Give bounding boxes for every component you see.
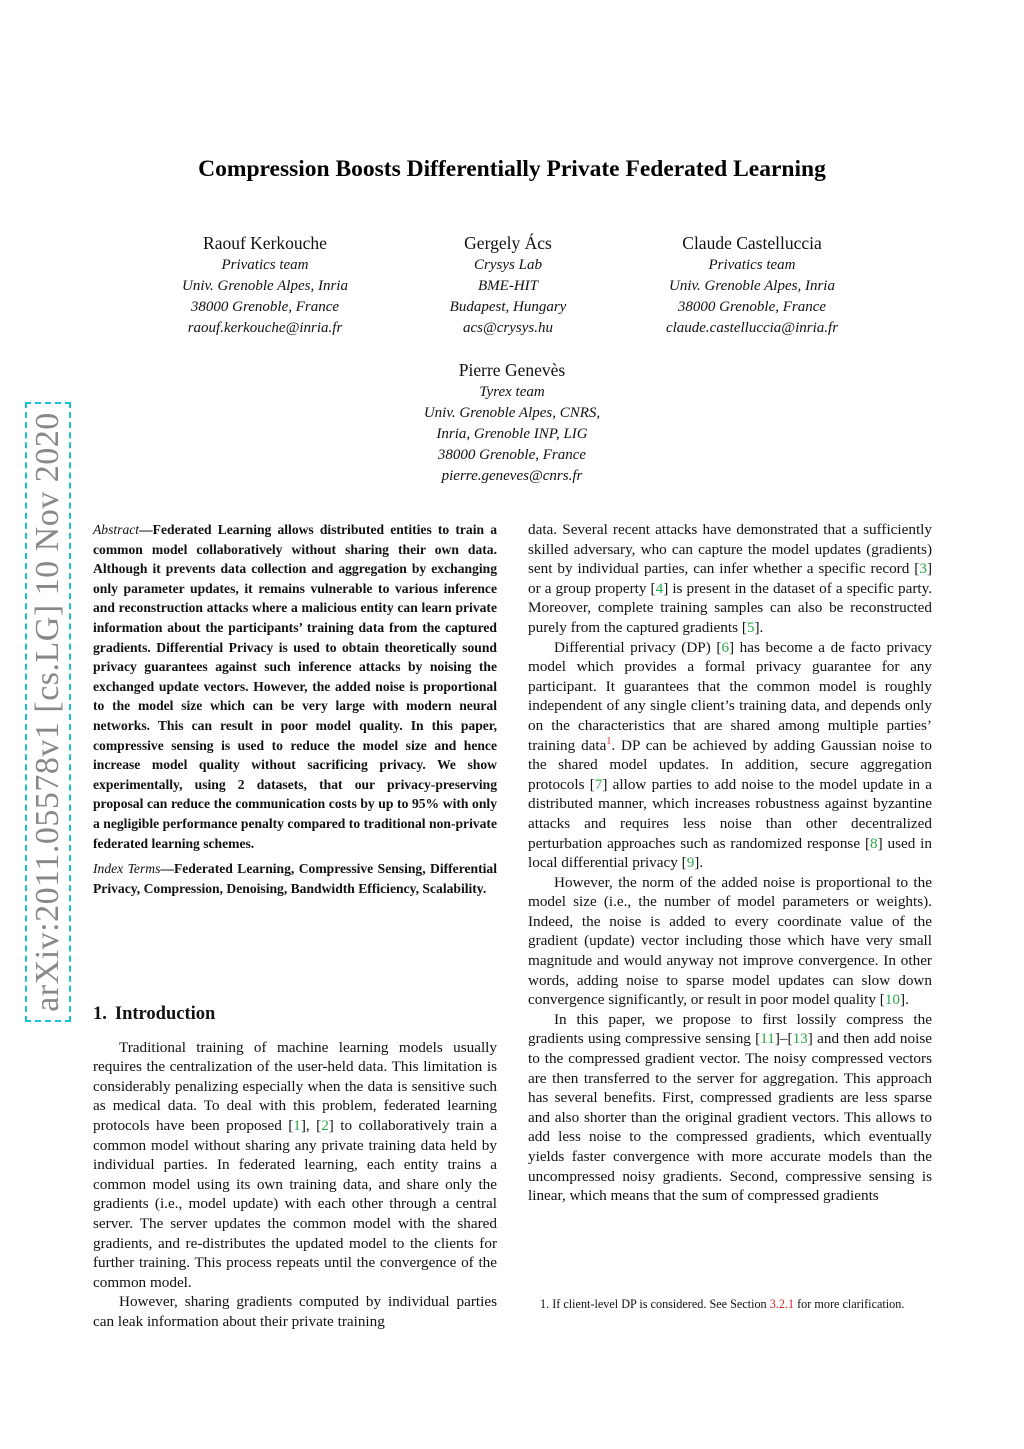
citation-link[interactable]: 6 <box>721 638 730 656</box>
citation-link[interactable]: 1 <box>293 1116 301 1134</box>
author-team: Tyrex team <box>479 384 545 400</box>
citation-link[interactable]: 8 <box>870 834 878 852</box>
section-title: Introduction <box>114 1004 216 1024</box>
intro-paragraph-3: data. Several recent attacks have demonstrated that a sufficiently skilled adversary, who can capture the model updates (gradients) sent by individual parties, can infer whether a specific record [3] or a group property [4] is present in the dataset of a specific party. Moreover, complete training samples can also be reconstructed purely from the captured gradients [5]. <box>528 521 933 636</box>
author-team: Privatics team <box>708 257 796 273</box>
right-column <box>528 520 932 1206</box>
paragraph-text: . DP can be achieved by adding Gaussian noise to the shared model updates. In addition, secure aggregation protocols <box>528 736 932 793</box>
author-block-4 <box>387 359 637 487</box>
paragraph-text: and then add noise to the compressed gradient vector. The noisy compressed vectors are then transferred to the server for aggregation. This approach has several benefits. First, compressed gradients are less sparse and also shorter than the original gradient vectors. This allows to add less noise to the compressed gradients, which eventually yields faster convergence with more accurate models than the uncompressed noisy gradients. Second, compressive sensing is linear, which means that the sum of compressed gradients <box>528 1030 932 1205</box>
author-institution: Univ. Grenoble Alpes, Inria <box>669 278 835 294</box>
author-location: 38000 Grenoble, France <box>677 299 827 315</box>
paper-title: Compression Boosts Differentially Private Federated Learning <box>198 156 826 182</box>
section-number: 1. <box>93 1004 107 1024</box>
intro-paragraph-4: Differential privacy (DP) [6] has become a de facto privacy model which provides a formal privacy guarantee for any participant. It guarantees that the common model is roughly independent of any single client’s training data, and depends only on the characteristics that are shared among multiple parties’ training data$^1$. DP can be achieved by adding Gaussian noise to the shared model updates. In addition, secure aggregation protocols [7] allow parties to add noise to the model update in a distributed manner, which increases robustness against byzantine attacks and requires less noise than other decentralized perturbation approaches such as randomized response [8] used in local differential privacy [9]. <box>528 638 933 872</box>
author-email[interactable]: pierre.geneves@cnrs.fr <box>441 468 583 484</box>
paragraph-text: In this paper, we propose to first lossily compress the gradients using compressive sensing <box>528 1010 932 1048</box>
author-location: Budapest, Hungary <box>449 299 567 315</box>
author-institution-2: Inria, Grenoble INP, LIG <box>436 426 588 442</box>
author-email[interactable]: claude.castelluccia@inria.fr <box>665 320 839 336</box>
intro-paragraph-1: Traditional training of machine learning models usually requires the centralization of the user-held data. This limitation is considerably penalizing especially when the data is sensitive such as medical data. To deal with this problem, federated learning protocols have been proposed [1], [2] to collaboratively train a common model without sharing any private training data held by individual parties. In federated learning, each entity trains a common model using its own training data, and share only the gradients (i.e., model update) with each other through a central server. The server updates the common model with the shared gradients, and re-distributes the updated model to the clients for further training. This process repeats until the convergence of the common model. <box>93 1038 497 1291</box>
abstract-label: Abstract <box>93 522 140 537</box>
citation-link[interactable]: 4 <box>655 579 664 597</box>
author-block-1 <box>160 232 370 339</box>
citation-link[interactable]: 2 <box>321 1116 329 1134</box>
author-institution: BME-HIT <box>478 278 538 294</box>
paragraph-text: data. Several recent attacks have demonstrated that a sufficiently skilled adversary, who can capture the model updates (gradients) sent by individual parties, can infer whether a specific record <box>528 521 932 578</box>
intro-paragraph-5: However, the norm of the added noise is proportional to the model size (i.e., the number of model parameters or weights). Indeed, the noise is added to every coordinate value of the gradient (update) vector including those which have very small magnitude and would anyway not improve convergence. In other words, adding noise to sparse model updates can slow down convergence significantly, or result in poor model quality [10]. <box>528 873 932 1009</box>
author-location: 38000 Grenoble, France <box>437 447 587 463</box>
paragraph-text: is present in the dataset of a specific party. Moreover, complete training samples can also be reconstructed purely from the captured gradients <box>528 579 933 636</box>
author-name: Gergely Ács <box>464 233 552 253</box>
left-column <box>93 520 497 898</box>
introduction-left <box>93 984 497 1332</box>
author-block-3 <box>637 232 867 339</box>
section-heading <box>93 1005 497 1025</box>
index-terms-text: —Federated Learning, Compressive Sensing, Differential Privacy, Compression, Denoising, Bandwidth Efficiency, Scalability. <box>93 861 497 896</box>
author-team: Crysys Lab <box>474 257 542 273</box>
paragraph-text: However, the norm of the added noise is proportional to the model size (i.e., the number of model parameters or weights). Indeed, the noise is added to every coordinate value of the gradient (update) vector including those which have very small magnitude and would anyway not improve convergence. In other words, adding noise to sparse model updates can slow down convergence significantly, or result in poor model quality <box>528 873 932 1009</box>
arxiv-identifier: arXiv:2011.05578v1 [cs.LG] 10 Nov 2020 <box>29 412 66 1012</box>
author-institution: Univ. Grenoble Alpes, Inria <box>182 278 348 294</box>
citation-link[interactable]: 13 <box>792 1030 808 1048</box>
paragraph-text: allow parties to add noise to the model update in a distributed manner, which increases robustness against byzantine attacks and requires less noise than other decentralized perturbation approaches such as randomized response <box>528 775 933 852</box>
citation-link[interactable]: 9 <box>686 854 695 872</box>
arxiv-stamp[interactable] <box>29 406 67 1018</box>
paragraph-text: to collaboratively train a common model without sharing any private training data held by individual parties. In federated learning, each entity trains a common model using its own training data, and share only the gradients (i.e., model update) with each other through a central server. The server updates the common model with the shared gradients, and re-distributes the updated model to the clients for further training. This process repeats until the convergence of the common model. <box>93 1116 497 1291</box>
footnote <box>528 1296 932 1313</box>
intro-paragraph-6: In this paper, we propose to first lossily compress the gradients using compressive sensing [11]–[13] and then add noise to the compressed gradient vector. The noisy compressed vectors are then transferred to the server for aggregation. This approach has several benefits. First, compressed gradients are less sparse and also shorter than the original gradient vectors. This allows to add less noise to the compressed gradients, which eventually yields faster convergence with more accurate models than the uncompressed noisy gradients. Second, compressive sensing is linear, which means that the sum of compressed gradients <box>528 1010 932 1205</box>
paragraph-text: or a group property <box>528 579 651 597</box>
author-name: Raouf Kerkouche <box>203 233 327 253</box>
citation-link[interactable]: 10 <box>884 991 901 1009</box>
author-team: Privatics team <box>221 257 309 273</box>
author-email[interactable]: acs@crysys.hu <box>462 320 554 336</box>
footnote-text: 1. If client-level DP is considered. See Section <box>540 1297 770 1311</box>
author-name: Claude Castelluccia <box>682 233 822 253</box>
intro-paragraph-2: However, sharing gradients computed by individual parties can leak information about their private training <box>93 1293 497 1330</box>
citation-link[interactable]: 5 <box>746 618 755 636</box>
footnote-text: for more clarification. <box>794 1297 905 1311</box>
paragraph-text: used in local differential privacy <box>528 834 932 872</box>
section-reference-link[interactable]: 3.2.1 <box>769 1297 795 1311</box>
author-block-2 <box>403 232 613 339</box>
paragraph-text: has become a de facto privacy model which provides a formal privacy guarantee for any participant. It guarantees that the common model is roughly independent of any single client’s training data, and depends only on the characteristics that are shared among multiple parties’ training data <box>528 638 932 754</box>
author-location: 38000 Grenoble, France <box>190 299 340 315</box>
citation-link[interactable]: 3 <box>919 560 927 578</box>
paragraph-text: Traditional training of machine learning models usually requires the centralization of the user-held data. This limitation is considerably penalizing especially when the data is sensitive such as medical data. To deal with this problem, federated learning protocols have been proposed <box>93 1038 497 1134</box>
citation-link[interactable]: 11 <box>760 1030 775 1048</box>
footnote-marker[interactable]: 1 <box>606 735 612 747</box>
citation-link[interactable]: 7 <box>594 775 603 793</box>
author-email[interactable]: raouf.kerkouche@inria.fr <box>187 320 343 336</box>
abstract-text: —Federated Learning allows distributed entities to train a common model collaboratively without sharing their own data. Although it prevents data collection and aggregation by exchanging only parameter updates, it remains vulnerable to various inference and reconstruction attacks where a malicious entity can learn private information about the participants’ training data from the captured gradients. Differential Privacy is used to obtain theoretically sound privacy guarantees against such inference attacks by noising the exchanged update vectors. However, the added noise is proportional to the model size which can be very large with modern neural networks. This can result in poor model quality. In this paper, compressive sensing is used to reduce the model size and hence increase model quality without sacrificing privacy. We show experimentally, using 2 datasets, that our privacy-preserving proposal can reduce the communication costs by up to 95% with only a negligible performance penalty compared to traditional non-private federated learning schemes. <box>93 522 497 851</box>
index-terms-label: Index Terms <box>93 861 161 877</box>
author-institution: Univ. Grenoble Alpes, CNRS, <box>423 405 601 421</box>
index-terms <box>93 859 497 898</box>
author-name: Pierre Genevès <box>458 360 566 380</box>
abstract <box>93 520 497 853</box>
paragraph-text: Differential privacy (DP) <box>554 638 717 656</box>
